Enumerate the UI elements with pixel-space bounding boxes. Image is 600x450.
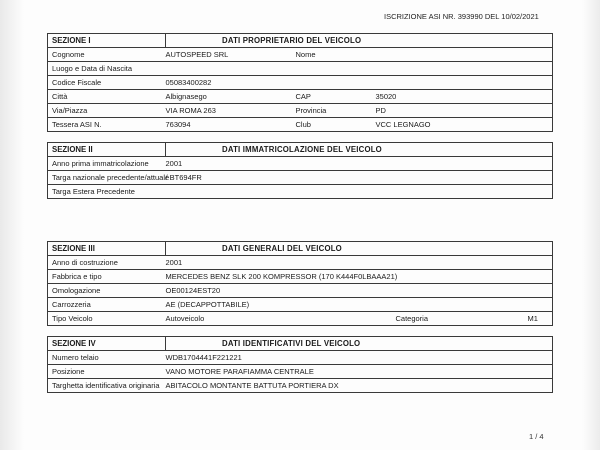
row-label-2 xyxy=(396,379,476,393)
row-label-2 xyxy=(396,284,476,298)
row-label: Cognome xyxy=(48,48,166,62)
row-value-2 xyxy=(476,351,553,365)
section-gap xyxy=(47,132,552,142)
row-label: Anno prima immatricolazione xyxy=(48,157,166,171)
section-header-row xyxy=(48,242,553,256)
row-label: Targa Estera Precedente xyxy=(48,185,166,199)
row-value: 05083400282 xyxy=(166,76,296,90)
row-value-2 xyxy=(376,157,553,171)
row-label: Città xyxy=(48,90,166,104)
row-value: VIA ROMA 263 xyxy=(166,104,296,118)
row-value: VANO MOTORE PARAFIAMMA CENTRALE xyxy=(166,365,396,379)
row-label-2: CAP xyxy=(296,90,376,104)
table-row xyxy=(48,185,553,199)
row-value-2 xyxy=(376,76,553,90)
row-label-2 xyxy=(396,298,476,312)
row-label-2 xyxy=(296,76,376,90)
table-row xyxy=(48,118,553,132)
table-row xyxy=(48,379,553,393)
row-label: Tipo Veicolo xyxy=(48,312,166,326)
section-title: DATI IMMATRICOLAZIONE DEL VEICOLO xyxy=(166,143,553,157)
row-value-2: 35020 xyxy=(376,90,553,104)
row-value: MERCEDES BENZ SLK 200 KOMPRESSOR (170 K444F0LBAAA21) xyxy=(166,270,396,284)
row-value xyxy=(166,62,296,76)
row-value-2 xyxy=(376,185,553,199)
section-table-2 xyxy=(47,142,553,199)
table-row xyxy=(48,62,553,76)
row-value: Autoveicolo xyxy=(166,312,396,326)
iscrizione-line: ISCRIZIONE ASI NR. 393990 DEL 10/02/2021 xyxy=(384,12,539,21)
table-row xyxy=(48,48,553,62)
row-label: Omologazione xyxy=(48,284,166,298)
row-label-2 xyxy=(396,256,476,270)
row-value-2 xyxy=(376,48,553,62)
row-value xyxy=(166,185,296,199)
row-value-2 xyxy=(476,298,553,312)
row-value-2: PD xyxy=(376,104,553,118)
page-number: 1 / 4 xyxy=(529,432,544,441)
row-label-2 xyxy=(396,270,476,284)
row-value-2 xyxy=(476,365,553,379)
row-value: AE (DECAPPOTTABILE) xyxy=(166,298,396,312)
row-value-2: M1 xyxy=(476,312,553,326)
row-value: ABITACOLO MONTANTE BATTUTA PORTIERA DX xyxy=(166,379,396,393)
row-label-2 xyxy=(296,171,376,185)
section-title: DATI PROPRIETARIO DEL VEICOLO xyxy=(166,34,553,48)
section-table-4 xyxy=(47,336,553,393)
scan-edge-left xyxy=(0,0,24,450)
row-value-2 xyxy=(476,270,553,284)
table-row xyxy=(48,90,553,104)
row-label-2: Categoria xyxy=(396,312,476,326)
row-value-2 xyxy=(476,256,553,270)
table-row xyxy=(48,312,553,326)
section-gap xyxy=(47,326,552,336)
row-label: Codice Fiscale xyxy=(48,76,166,90)
section-header-row xyxy=(48,337,553,351)
section-id: SEZIONE I xyxy=(48,34,166,48)
row-value-2 xyxy=(376,171,553,185)
row-value: 2001 xyxy=(166,256,396,270)
row-value-2 xyxy=(376,62,553,76)
row-value: OE00124EST20 xyxy=(166,284,396,298)
row-value-2: VCC LEGNAGO xyxy=(376,118,553,132)
table-row xyxy=(48,171,553,185)
section-table-3 xyxy=(47,241,553,326)
table-row xyxy=(48,76,553,90)
section-table-1 xyxy=(47,33,553,132)
section-title: DATI IDENTIFICATIVI DEL VEICOLO xyxy=(166,337,553,351)
row-value: 763094 xyxy=(166,118,296,132)
table-row xyxy=(48,270,553,284)
document-body xyxy=(47,33,552,393)
row-label-2 xyxy=(396,351,476,365)
row-label: Anno di costruzione xyxy=(48,256,166,270)
row-label-2: Nome xyxy=(296,48,376,62)
row-value: AUTOSPEED SRL xyxy=(166,48,296,62)
row-label-2 xyxy=(296,185,376,199)
row-value: 2001 xyxy=(166,157,296,171)
section-header-row xyxy=(48,34,553,48)
table-row xyxy=(48,104,553,118)
row-label: Posizione xyxy=(48,365,166,379)
row-label-2 xyxy=(396,365,476,379)
section-gap-large xyxy=(47,199,552,241)
row-label: Carrozzeria xyxy=(48,298,166,312)
section-header-row xyxy=(48,143,553,157)
table-row xyxy=(48,157,553,171)
row-label-2: Provincia xyxy=(296,104,376,118)
row-label-2 xyxy=(296,62,376,76)
row-value-2 xyxy=(476,379,553,393)
table-row xyxy=(48,298,553,312)
table-row xyxy=(48,351,553,365)
row-label: Luogo e Data di Nascita xyxy=(48,62,166,76)
row-label: Targhetta identificativa originaria xyxy=(48,379,166,393)
row-value: Albignasego xyxy=(166,90,296,104)
row-value-2 xyxy=(476,284,553,298)
row-label: Numero telaio xyxy=(48,351,166,365)
row-label-2 xyxy=(296,157,376,171)
row-label: Tessera ASI N. xyxy=(48,118,166,132)
row-label: Via/Piazza xyxy=(48,104,166,118)
row-value: / BT694FR xyxy=(166,171,296,185)
scan-edge-right xyxy=(582,0,600,450)
row-value: WDB1704441F221221 xyxy=(166,351,396,365)
table-row xyxy=(48,284,553,298)
row-label: Fabbrica e tipo xyxy=(48,270,166,284)
row-label-2: Club xyxy=(296,118,376,132)
section-id: SEZIONE IV xyxy=(48,337,166,351)
section-id: SEZIONE III xyxy=(48,242,166,256)
table-row xyxy=(48,256,553,270)
table-row xyxy=(48,365,553,379)
row-label: Targa nazionale precedente/attuale xyxy=(48,171,166,185)
section-title: DATI GENERALI DEL VEICOLO xyxy=(166,242,553,256)
section-id: SEZIONE II xyxy=(48,143,166,157)
